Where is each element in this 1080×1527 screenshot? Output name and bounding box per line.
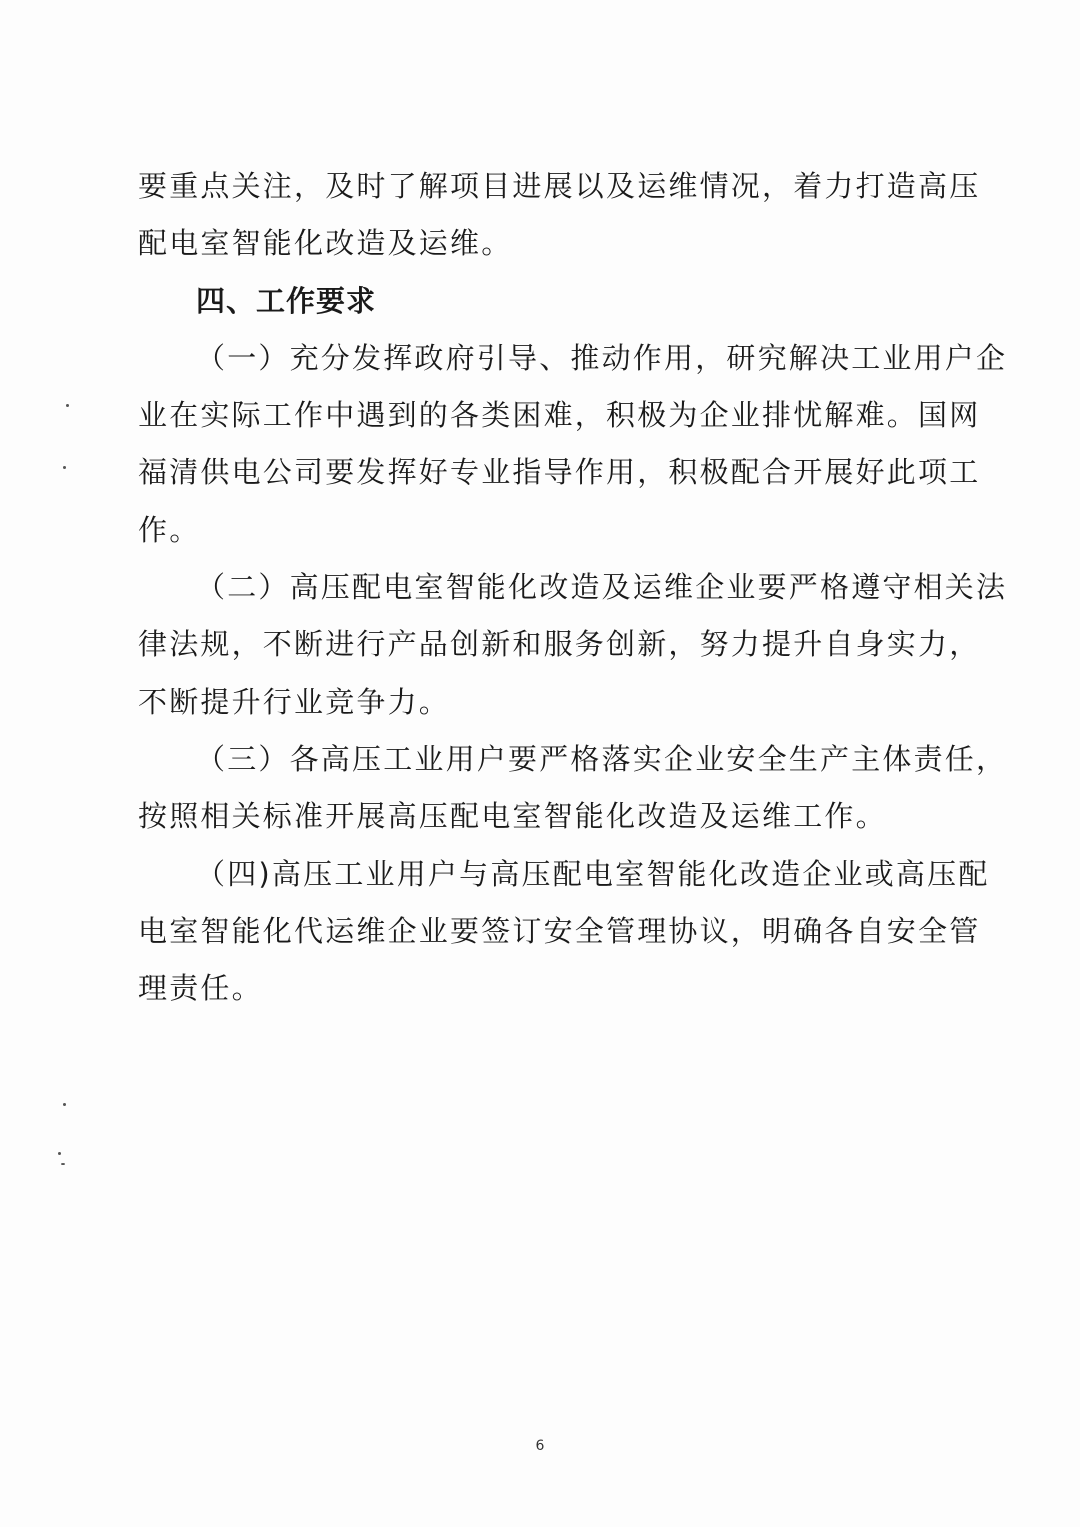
paragraph-line: 作。 (138, 512, 201, 547)
page-number: 6 (535, 1438, 545, 1454)
paragraph-line: 福清供电公司要发挥好专业指导作用，积极配合开展好此项工 (138, 455, 981, 490)
paragraph-line: 要重点关注，及时了解项目进展以及运维情况，着力打造高压 (138, 169, 981, 203)
paragraph-line: 配电室智能化改造及运维。 (138, 226, 513, 261)
paragraph-line: （二）高压配电室智能化改造及运维企业要严格遵守相关法 (196, 570, 1008, 605)
scan-speck (66, 404, 69, 407)
scan-speck (63, 466, 66, 469)
paragraph-line: 律法规，不断进行产品创新和服务创新，努力提升自身实力， (138, 627, 981, 662)
paragraph-line: （三）各高压工业用户要严格落实企业安全生产主体责任， (196, 741, 1008, 776)
section-heading: 四、工作要求 (196, 283, 377, 318)
scan-speck (63, 1103, 66, 1106)
document-body (138, 158, 1008, 1017)
paragraph-line: 电室智能化代运维企业要签订安全管理协议，明确各自安全管 (138, 913, 981, 948)
paragraph-line: 理责任。 (138, 971, 263, 1006)
paragraph-line: （一）充分发挥政府引导、推动作用，研究解决工业用户企 (196, 340, 1008, 375)
paragraph-line: 不断提升行业竞争力。 (138, 684, 451, 719)
paragraph-line: 业在实际工作中遇到的各类困难，积极为企业排忧解难。国网 (138, 398, 981, 433)
paragraph-line: 按照相关标准开展高压配电室智能化改造及运维工作。 (138, 799, 887, 834)
scan-speck (61, 1163, 65, 1165)
scan-speck (58, 1152, 61, 1155)
paragraph-line: （四)高压工业用户与高压配电室智能化改造企业或高压配 (196, 856, 990, 891)
